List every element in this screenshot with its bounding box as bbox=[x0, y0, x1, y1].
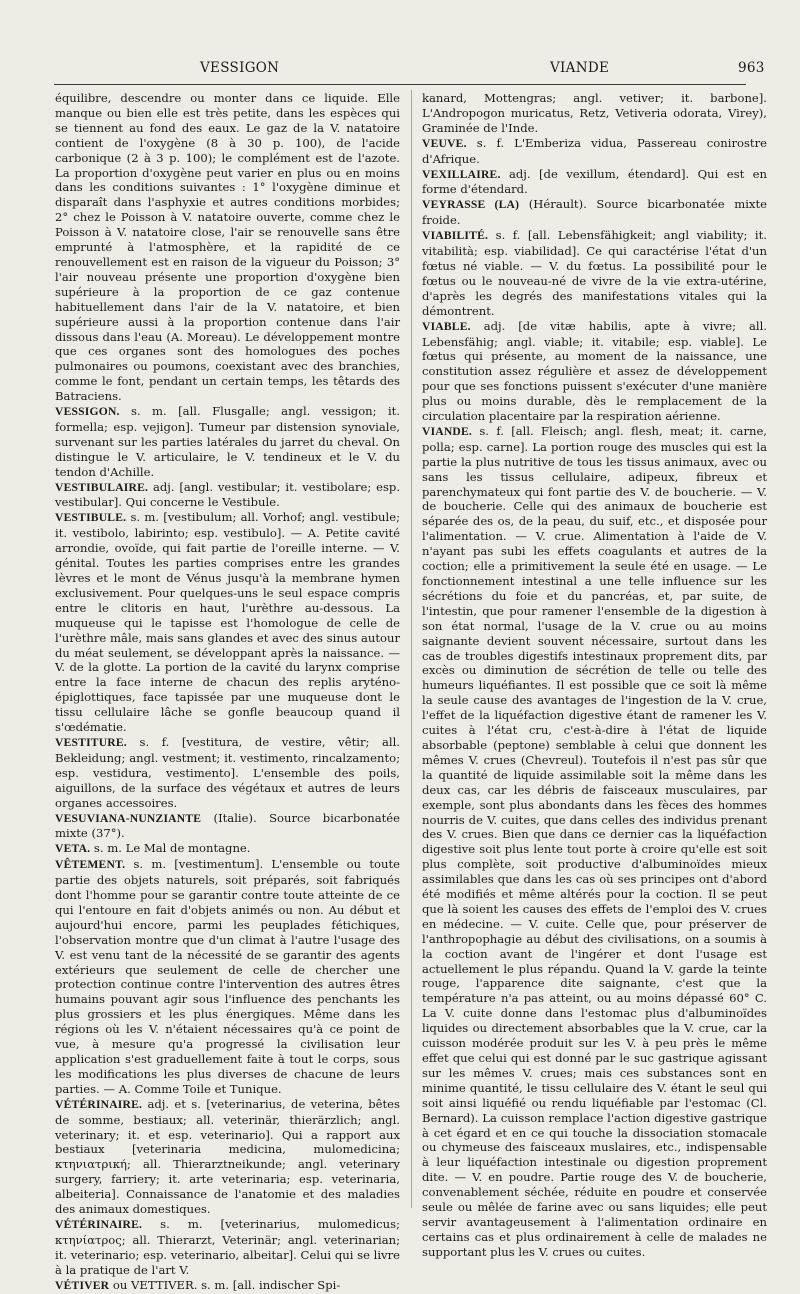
column-divider bbox=[411, 90, 412, 1208]
dictionary-entry bbox=[55, 857, 400, 1097]
dictionary-entry bbox=[55, 91, 400, 404]
header-rule bbox=[54, 84, 746, 85]
entry-headword: VESTIBULE. bbox=[55, 511, 127, 525]
dictionary-entry bbox=[55, 735, 400, 811]
dictionary-entry bbox=[422, 228, 767, 318]
entry-headword: VESSIGON. bbox=[55, 405, 120, 419]
entry-text: s. f. L'Emberiza vidua, Passereau conirostre d'Afrique. bbox=[422, 135, 767, 166]
entry-headword: VESUVIANA-NUNZIANTE bbox=[55, 811, 202, 825]
page-number: 963 bbox=[738, 60, 765, 76]
left-column bbox=[55, 91, 400, 1292]
entry-headword: VIABILITÉ. bbox=[422, 229, 489, 243]
running-head-left: VESSIGON bbox=[200, 60, 280, 76]
right-column bbox=[422, 91, 767, 1259]
entry-text: kanard, Mottengras; angl. vetiver; it. barbone]. L'Andropogon muricatus, Retz, Vetiveria odorata, Virey), Graminée de l'Inde. bbox=[422, 91, 767, 135]
dictionary-entry bbox=[422, 136, 767, 167]
entry-text: s. m. [all. Flusgalle; angl. vessigon; it. formella; esp. vejigon]. Tumeur par distension synoviale, survenant sur les parties latérales du jarret du cheval. On distingue le V. articulaire, le V. tendineux et le V. du tendon d'Achille. bbox=[55, 404, 400, 479]
dictionary-entry bbox=[422, 319, 767, 424]
entry-text: s. m. [veterinarius, mulomedicus; κτηνίατρος; all. Thierarzt, Veterinär; angl. veterinarian; it. veterinario; esp. veterinario, albeitar]. Celui qui se livre à la pratique de l'art V. bbox=[55, 1216, 400, 1277]
entry-headword: VEUVE. bbox=[422, 136, 467, 150]
entry-text: s. m. [vestibulum; all. Vorhof; angl. vestibule; it. vestibolo, labirinto; esp. vestibulo]. — A. Petite cavité arrondie, ovoïde, qui fait partie de l'oreille interne. — V. génital. Toutes les parties comprises entre les grandes lèvres et le mont de Vénus jusqu'à la membrane hymen exclusivement. Pour quelques-uns le seul espace compris entre le clitoris en haut, l'urèthre au-dessous. La muqueuse qui le tapisse est l'homologue de celle de l'urèthre mâle, mais sans glandes et avec des sinus autour du méat seulement, se développant après la naissance. — V. de la glotte. La portion de la cavité du larynx comprise entre la face interne de chacun des replis aryténo-épiglottiques, face tapissée par une muqueuse dont le tissu cellulaire lâche se gonfle beaucoup quand il s'œdématie. bbox=[55, 510, 400, 735]
entry-headword: VÊTEMENT. bbox=[55, 858, 126, 872]
running-head-right: VIANDE bbox=[550, 60, 610, 76]
entry-headword: VÉTIVER bbox=[55, 1278, 110, 1292]
dictionary-entry bbox=[55, 1278, 400, 1294]
dictionary-entry bbox=[55, 404, 400, 480]
dictionary-entry bbox=[422, 424, 767, 1260]
entry-headword: VÉTÉRINAIRE. bbox=[55, 1217, 143, 1231]
dictionary-entry bbox=[55, 480, 400, 511]
entry-text: s. m. Le Mal de montagne. bbox=[90, 841, 251, 856]
entry-headword: VETA. bbox=[55, 842, 91, 856]
entry-text: (Italie). Source bicarbonatée mixte (37°). bbox=[55, 810, 400, 841]
dictionary-entry bbox=[422, 167, 767, 198]
entry-text: équilibre, descendre ou monter dans ce liquide. Elle manque ou bien elle est très petite, dans les espèces qui se tiennent au fond des eaux. Le gaz de la V. natatoire contient de l'oxygène (8 à 30 p. 100), de l'acide carbonique (2 à 3 p. 100); le complément est de l'azote. La proportion d'oxygène peut varier en plus ou en moins dans les conditions suivantes : 1° l'oxygène diminue et disparaît dans l'asphyxie et autres conditions morbides; 2° chez le Poisson à V. natatoire ouverte, comme chez le Poisson à V. natatoire close, l'air se renouvelle sans être emprunté à l'atmosphère, et la rapidité de ce renouvellement est en raison de la vigueur du Poisson; 3° l'air nouveau présente une proportion d'oxygène bien supérieure à la proportion de ce gaz contenue habituellement dans l'air de la V. natatoire, et bien supérieure aussi à la proportion contenue dans l'air dissous dans l'eau (A. Moreau). Le développement montre que ces organes sont des homologues des poches pulmonaires ou poumons, coexistant avec des branchies, comme le font, pendant un certain temps, les têtards des Batraciens. bbox=[55, 91, 400, 404]
entry-text: adj. et s. [veterinarius, de veterina, bêtes de somme, bestiaux; all. veterinär, thierärzlich; angl. veterinary; it. et esp. veterinario]. Qui a rapport aux bestiaux [veterinaria medicina, mulomedicina; κτηνιατρική; all. Thierarztneikunde; angl. veterinary surgery, farriery; it. arte veterinaria; esp. veterinaria, albeiteria]. Connaissance de l'anatomie et des maladies des animaux domestiques. bbox=[55, 1096, 400, 1217]
entry-text: ou VETTIVER. s. m. [all. indischer Spi- bbox=[109, 1277, 341, 1292]
entry-text: s. m. [vestimentum]. L'ensemble ou toute partie des objets naturels, soit préparés, soit fabriqués dont l'homme pour se garantir contre toute atteinte de ce qui l'entoure en fait d'objets animés ou non. Au début et aujourd'hui encore, parmi les peuplades fétichiques, l'observation montre que d'un climat à l'autre l'usage des V. est venu tant de la nécessité de se garantir des agents extérieurs que seulement de celle de chercher une protection continue contre l'intervention des autres êtres humains pouvant agir sous l'influence des penchants les plus grossiers et les plus énergiques. Même dans les régions où les V. n'étaient nécessaires qu'à ce point de vue, à mesure qu'a progressé la civilisation leur application s'est graduellement faite à tout le corps, sous les modifications les plus diverses de chacune de leurs parties. — A. Comme Toile et Tunique. bbox=[55, 857, 400, 1096]
entry-text: s. f. [all. Fleisch; angl. flesh, meat; it. carne, polla; esp. carne]. La portion rouge des muscles qui est la partie la plus nutritive de tous les tissus animaux, avec ou sans les tissus cellulaire, adipeux, fibreux et parenchymateux qui font partie des V. de boucherie. — V. de boucherie. Celle qui des animaux de boucherie est séparée des os, de la peau, du suif, etc., et disposée pour l'alimentation. — V. crue. Alimentation à l'aide de V. n'ayant pas subi les effets coagulants et autres de la coction; elle a primitivement la seule été en usage. — Le fonctionnement intestinal a une telle influence sur les sécrétions du foie et du pancréas, et, par suite, de l'intestin, que pour ramener l'ensemble de la digestion à son état normal, l'usage de la V. crue ou au moins saignante devient souvent nécessaire, surtout dans les cas de troubles digestifs intestinaux proprement dits, par excès ou diminution de sécrétion de telle ou telle des humeurs liquéfiantes. Il est possible que ce soit là même la seule cause des avantages de l'ingestion de la V. crue, l'effet de la liquéfaction digestive étant de ramener les V. cuites à l'état cru, c'est-à-dire à l'état de liquide absorbable (peptone) semblable à celui que donnent les mêmes V. crues (Chevreul). Toutefois il n'est pas sûr que la quantité de liquide assimilable soit la même dans les deux cas, car les débris de faisceaux musculaires, par exemple, sont plus abondants dans les fèces des hommes nourris de V. cuites, que dans celles des individus prenant des V. crues. Bien que dans ce dernier cas la liquéfaction digestive soit plus lente tout porte à croire qu'elle est soit plus complète, soit productive d'albuminoïdes mieux assimilables que dans les cas où ses principes ont d'abord été modifiés et même altérés pour la coction. Il se peut que là soient les causes des effets de l'emploi des V. crues en médecine. — V. cuite. Celle que, pour préserver de l'anthropophagie au début des civilisations, on a soumis à la coction avant de l'ingérer et dont l'usage est actuellement le plus répandu. Quand la V. garde la teinte rouge, l'apparence dite saignante, c'est que la température n'a pas atteint, ou au moins dépassé 60° C. La V. cuite donne dans l'estomac plus d'albuminoïdes liquides ou directement absorbables que la V. crue, car la cuisson modérée produit sur les V. à peu près le même effet que celui qui est donné par le suc gastrique agissant sur les mêmes V. crues; mais ces substances sont en minime quantité, le tissu cellulaire des V. étant le seul qui soit ainsi liquéfié ou rendu liquéfiable par l'estomac (Cl. Bernard). La cuisson remplace l'action digestive gastrique à cet égard et en ce qui touche la dissociation stomacale ou chymeuse des faisceaux muslaires, etc., indispensable à leur liquéfaction intestinale ou digestion proprement dite. — V. en poudre. Partie rouge des V. de boucherie, convenablement séchée, réduite en poudre et conservée seule ou mêlée de farine avec ou sans liquides; elle peut servir avantageusement à l'alimentation ordinaire en certains cas et plus ordinairement à celle de malades ne supportant plus les V. crues ou cuites. bbox=[422, 423, 767, 1259]
dictionary-entry bbox=[422, 91, 767, 136]
entry-text: adj. [de vexillum, étendard]. Qui est en forme d'étendard. bbox=[422, 166, 767, 197]
entry-headword: VEXILLAIRE. bbox=[422, 167, 501, 181]
dictionary-entry bbox=[422, 197, 767, 228]
dictionary-entry bbox=[55, 510, 400, 735]
entry-text: adj. [de vitæ habilis, apte à vivre; all. Lebensfähig; angl. viable; it. vitabile; esp. viable]. Le fœtus qui présente, au moment de la naissance, une constitution assez régulière et assez de développement pour que ses fonctions puissent s'exécuter d'une manière plus ou moins durable, dès le remplacement de la circulation placentaire par la respiration aérienne. bbox=[422, 318, 767, 424]
dictionary-entry bbox=[55, 1217, 400, 1278]
entry-text: adj. [angl. vestibular; it. vestibolare; esp. vestibular]. Qui concerne le Vestibule. bbox=[55, 479, 400, 510]
dictionary-entry bbox=[55, 1097, 400, 1217]
dictionary-entry bbox=[55, 811, 400, 842]
entry-headword: VIANDE. bbox=[422, 424, 473, 438]
entry-text: s. f. [vestitura, de vestire, vêtir; all. Bekleidung; angl. vestment; it. vestimento, rincalzamento; esp. vestidura, vestimento]. L'ensemble des poils, aiguillons, de la surface des végétaux et autres de leurs organes accessoires. bbox=[55, 734, 400, 810]
entry-headword: VEYRASSE (LA) bbox=[422, 198, 520, 212]
entry-text: (Hérault). Source bicarbonatée mixte froide. bbox=[422, 197, 767, 228]
entry-text: s. f. [all. Lebensfähigkeit; angl viability; it. vitabilità; esp. viabilidad]. Ce qui caractérise l'état d'un fœtus né viable. — V. du fœtus. La possibilité pour le fœtus ou le nouveau-né de vivre de la vie extra-utérine, d'après les degrés des manifestations vitales qui la démontrent. bbox=[422, 228, 767, 318]
entry-headword: VESTIBULAIRE. bbox=[55, 480, 149, 494]
dictionary-entry bbox=[55, 841, 400, 857]
entry-headword: VIABLE. bbox=[422, 319, 471, 333]
entry-headword: VESTITURE. bbox=[55, 735, 127, 749]
entry-headword: VÉTÉRINAIRE. bbox=[55, 1097, 143, 1111]
